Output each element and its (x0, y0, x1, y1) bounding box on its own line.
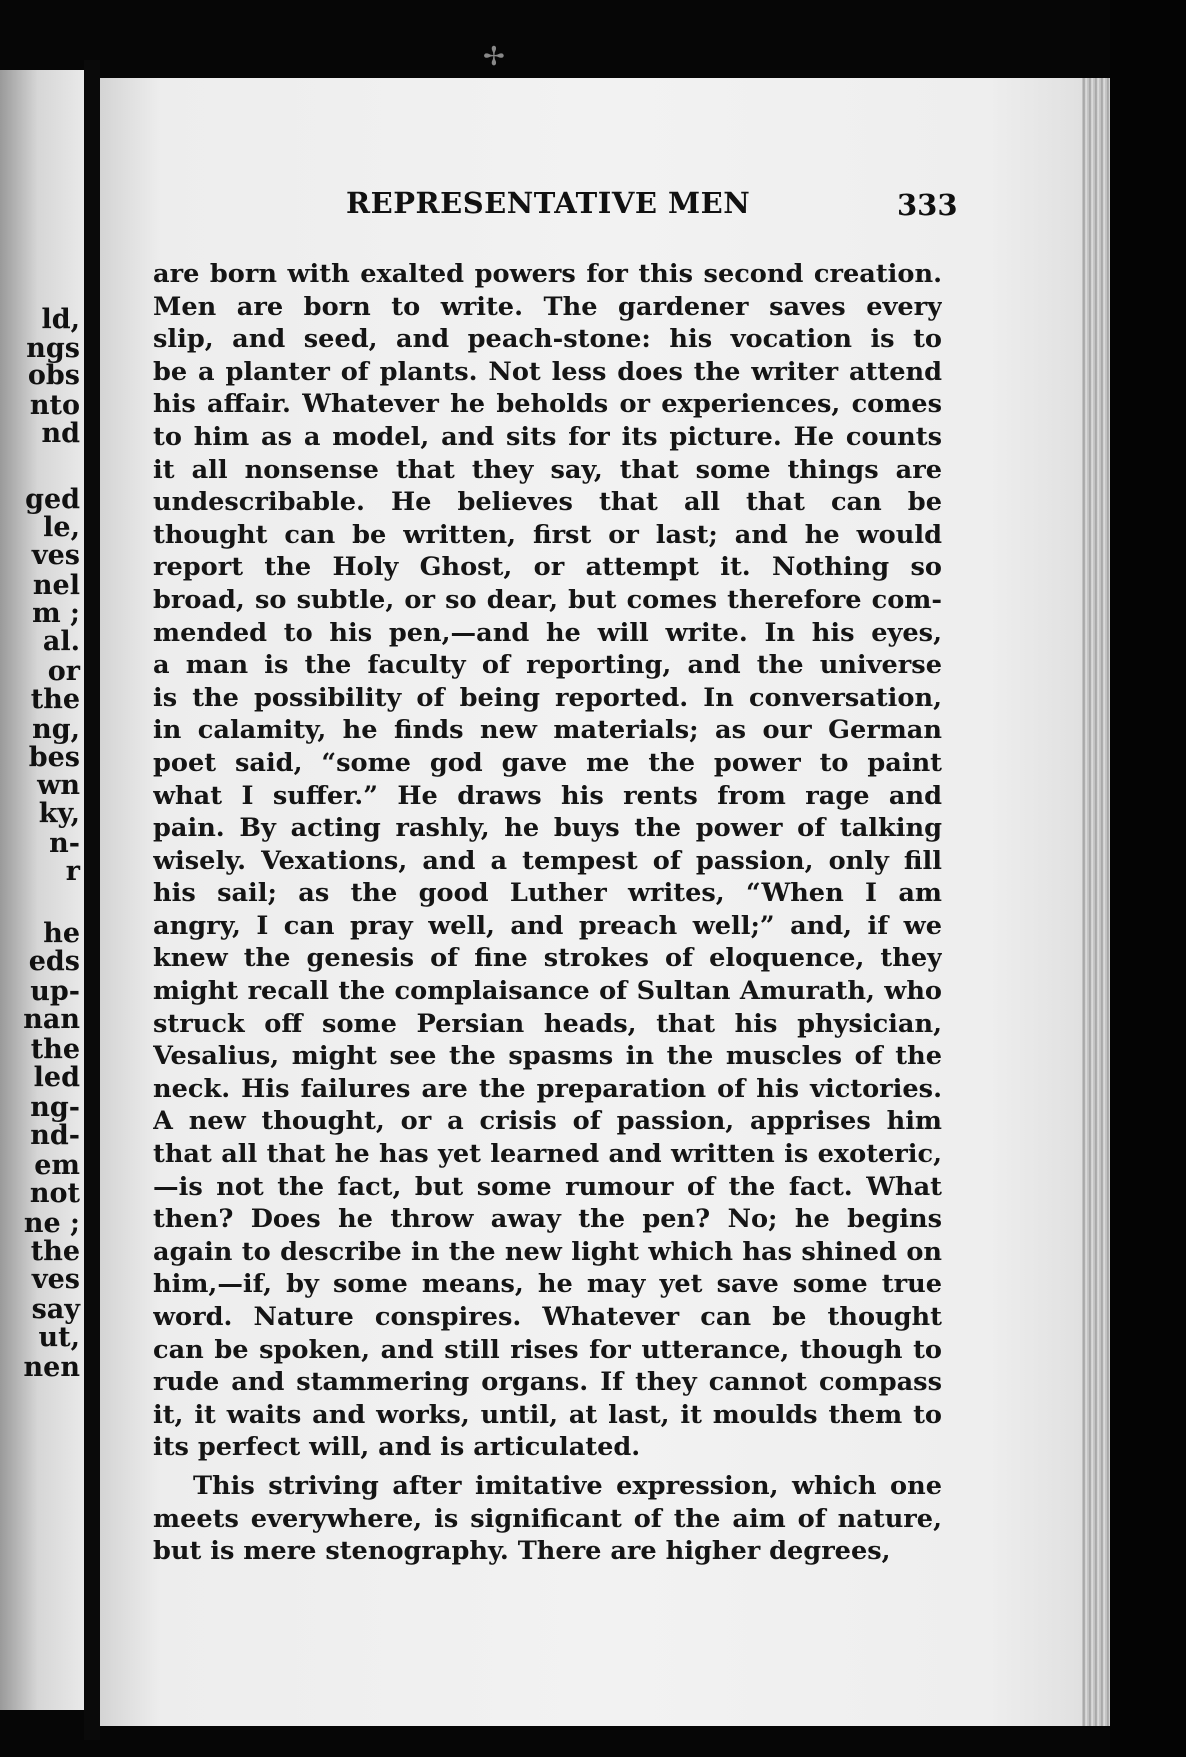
text-line: can be spoken, and still rises for utterance, though to (153, 1334, 942, 1365)
previous-page-fragment: nd- (30, 1120, 80, 1151)
text-line: it all nonsense that they say, that some things are (153, 454, 942, 485)
body-text (153, 258, 942, 1568)
text-line: what I suffer.” He draws his rents from rage and (153, 780, 942, 811)
text-line: undescribable. He believes that all that can be (153, 487, 942, 518)
previous-page-fragment: ng- (30, 1092, 80, 1123)
text-line: slip, and seed, and peach-stone: his vocation is to (153, 324, 942, 355)
text-line: meets everywhere, is significant of the aim of nature, (153, 1503, 942, 1534)
text-line: his affair. Whatever he beholds or experiences, comes (153, 389, 942, 420)
text-line: mended to his pen,—and he will write. In his eyes, (153, 617, 942, 648)
previous-page-fragment: obs (27, 360, 80, 391)
previous-page-fragment: le, (43, 512, 80, 543)
previous-page-fragment: ut, (38, 1322, 80, 1353)
previous-page-fragment: ld, (41, 304, 80, 335)
text-line: struck off some Persian heads, that his physician, (153, 1008, 942, 1039)
scan-speck: ✢ (483, 42, 505, 72)
previous-page-fragment: led (33, 1062, 80, 1093)
text-line: Men are born to write. The gardener saves every (153, 291, 942, 322)
previous-page-fragment: ne ; (23, 1208, 80, 1239)
text-line: knew the genesis of fine strokes of eloquence, they (153, 943, 942, 974)
previous-page-fragment: al. (42, 626, 80, 657)
previous-page-fragment: say (31, 1294, 80, 1325)
text-line: This striving after imitative expression, which one (193, 1470, 942, 1501)
text-line: him,—if, by some means, he may yet save some true (153, 1269, 942, 1300)
text-line: are born with exalted powers for this second creation. (153, 259, 942, 289)
text-line: is the possibility of being reported. In conversation, (153, 682, 942, 713)
text-line: broad, so subtle, or so dear, but comes therefore com- (153, 584, 942, 615)
text-line: angry, I can pray well, and preach well;” and, if we (153, 910, 942, 941)
text-line: wisely. Vexations, and a tempest of passion, only fill (153, 845, 942, 876)
text-line: but is mere stenography. There are higher degrees, (153, 1536, 891, 1567)
text-line: its perfect will, and is articulated. (153, 1432, 641, 1463)
text-line: pain. By acting rashly, he buys the power of talking (153, 813, 942, 844)
text-line: again to describe in the new light which has shined on (153, 1236, 942, 1267)
previous-page-fragment: the (30, 1034, 80, 1065)
text-line: to him as a model, and sits for its picture. He counts (153, 421, 942, 452)
previous-page-fragment: the (30, 1236, 80, 1267)
previous-page-fragment: ky, (38, 798, 80, 829)
previous-page-fragment: m ; (32, 598, 80, 629)
previous-page-fragment: he (43, 918, 80, 949)
previous-page-fragment: eds (28, 946, 80, 977)
text-line: poet said, “some god gave me the power to paint (153, 747, 942, 778)
previous-page-fragment: nen (23, 1352, 80, 1383)
previous-page-fragment: r (65, 856, 80, 887)
text-line: be a planter of plants. Not less does the writer attend (153, 356, 942, 387)
text-line: rude and stammering organs. If they cannot compass (153, 1367, 942, 1398)
previous-page-fragment: ves (31, 1264, 80, 1295)
text-line: neck. His failures are the preparation of his victories. (153, 1073, 942, 1104)
binding-gutter (84, 60, 100, 1740)
previous-page-fragment: ged (25, 484, 80, 515)
previous-page-fragment: nto (29, 390, 80, 421)
text-line: report the Holy Ghost, or attempt it. Nothing so (153, 552, 942, 583)
running-head-title: REPRESENTATIVE MEN (346, 186, 751, 220)
previous-page-fragment: up- (30, 976, 80, 1007)
text-line: it, it waits and works, until, at last, it moulds them to (153, 1399, 942, 1430)
page-number: 333 (897, 188, 958, 222)
text-line: his sail; as the good Luther writes, “When I am (153, 878, 942, 909)
text-line: A new thought, or a crisis of passion, apprises him (153, 1106, 942, 1137)
previous-page-fragment: ngs (26, 333, 80, 364)
text-line: word. Nature conspires. Whatever can be thought (153, 1302, 942, 1332)
previous-page-fragment: nd (41, 418, 80, 449)
previous-page-fragment: nel (32, 570, 80, 601)
text-line: a man is the faculty of reporting, and the universe (153, 650, 942, 681)
previous-page-fragment: em (34, 1150, 80, 1181)
scan-background-right (1110, 0, 1186, 1757)
text-line: Vesalius, might see the spasms in the muscles of the (153, 1041, 942, 1072)
paragraph-2 (153, 1470, 942, 1568)
previous-page-fragment: the (30, 684, 80, 715)
previous-page-fragment: wn (37, 770, 80, 801)
previous-page-edge (0, 70, 84, 1710)
previous-page-fragment: or (47, 656, 80, 687)
previous-page-fragment: n- (49, 828, 80, 859)
text-line: in calamity, he finds new materials; as our German (153, 715, 942, 746)
previous-page-fragment: ng, (32, 714, 80, 745)
text-line: that all that he has yet learned and written is exoteric, (153, 1139, 942, 1170)
text-line: thought can be written, first or last; and he would (153, 519, 942, 550)
text-line: —is not the fact, but some rumour of the fact. What (153, 1171, 942, 1202)
text-line: then? Does he throw away the pen? No; he begins (153, 1204, 942, 1235)
previous-page-fragment: not (29, 1178, 80, 1209)
previous-page-fragment: bes (28, 742, 80, 773)
page-stack-edge (1082, 78, 1110, 1726)
previous-page-fragment: ves (31, 540, 80, 571)
previous-page-fragment: nan (23, 1004, 80, 1035)
text-line: might recall the complaisance of Sultan Amurath, who (153, 976, 942, 1007)
paragraph-1 (153, 258, 942, 1464)
